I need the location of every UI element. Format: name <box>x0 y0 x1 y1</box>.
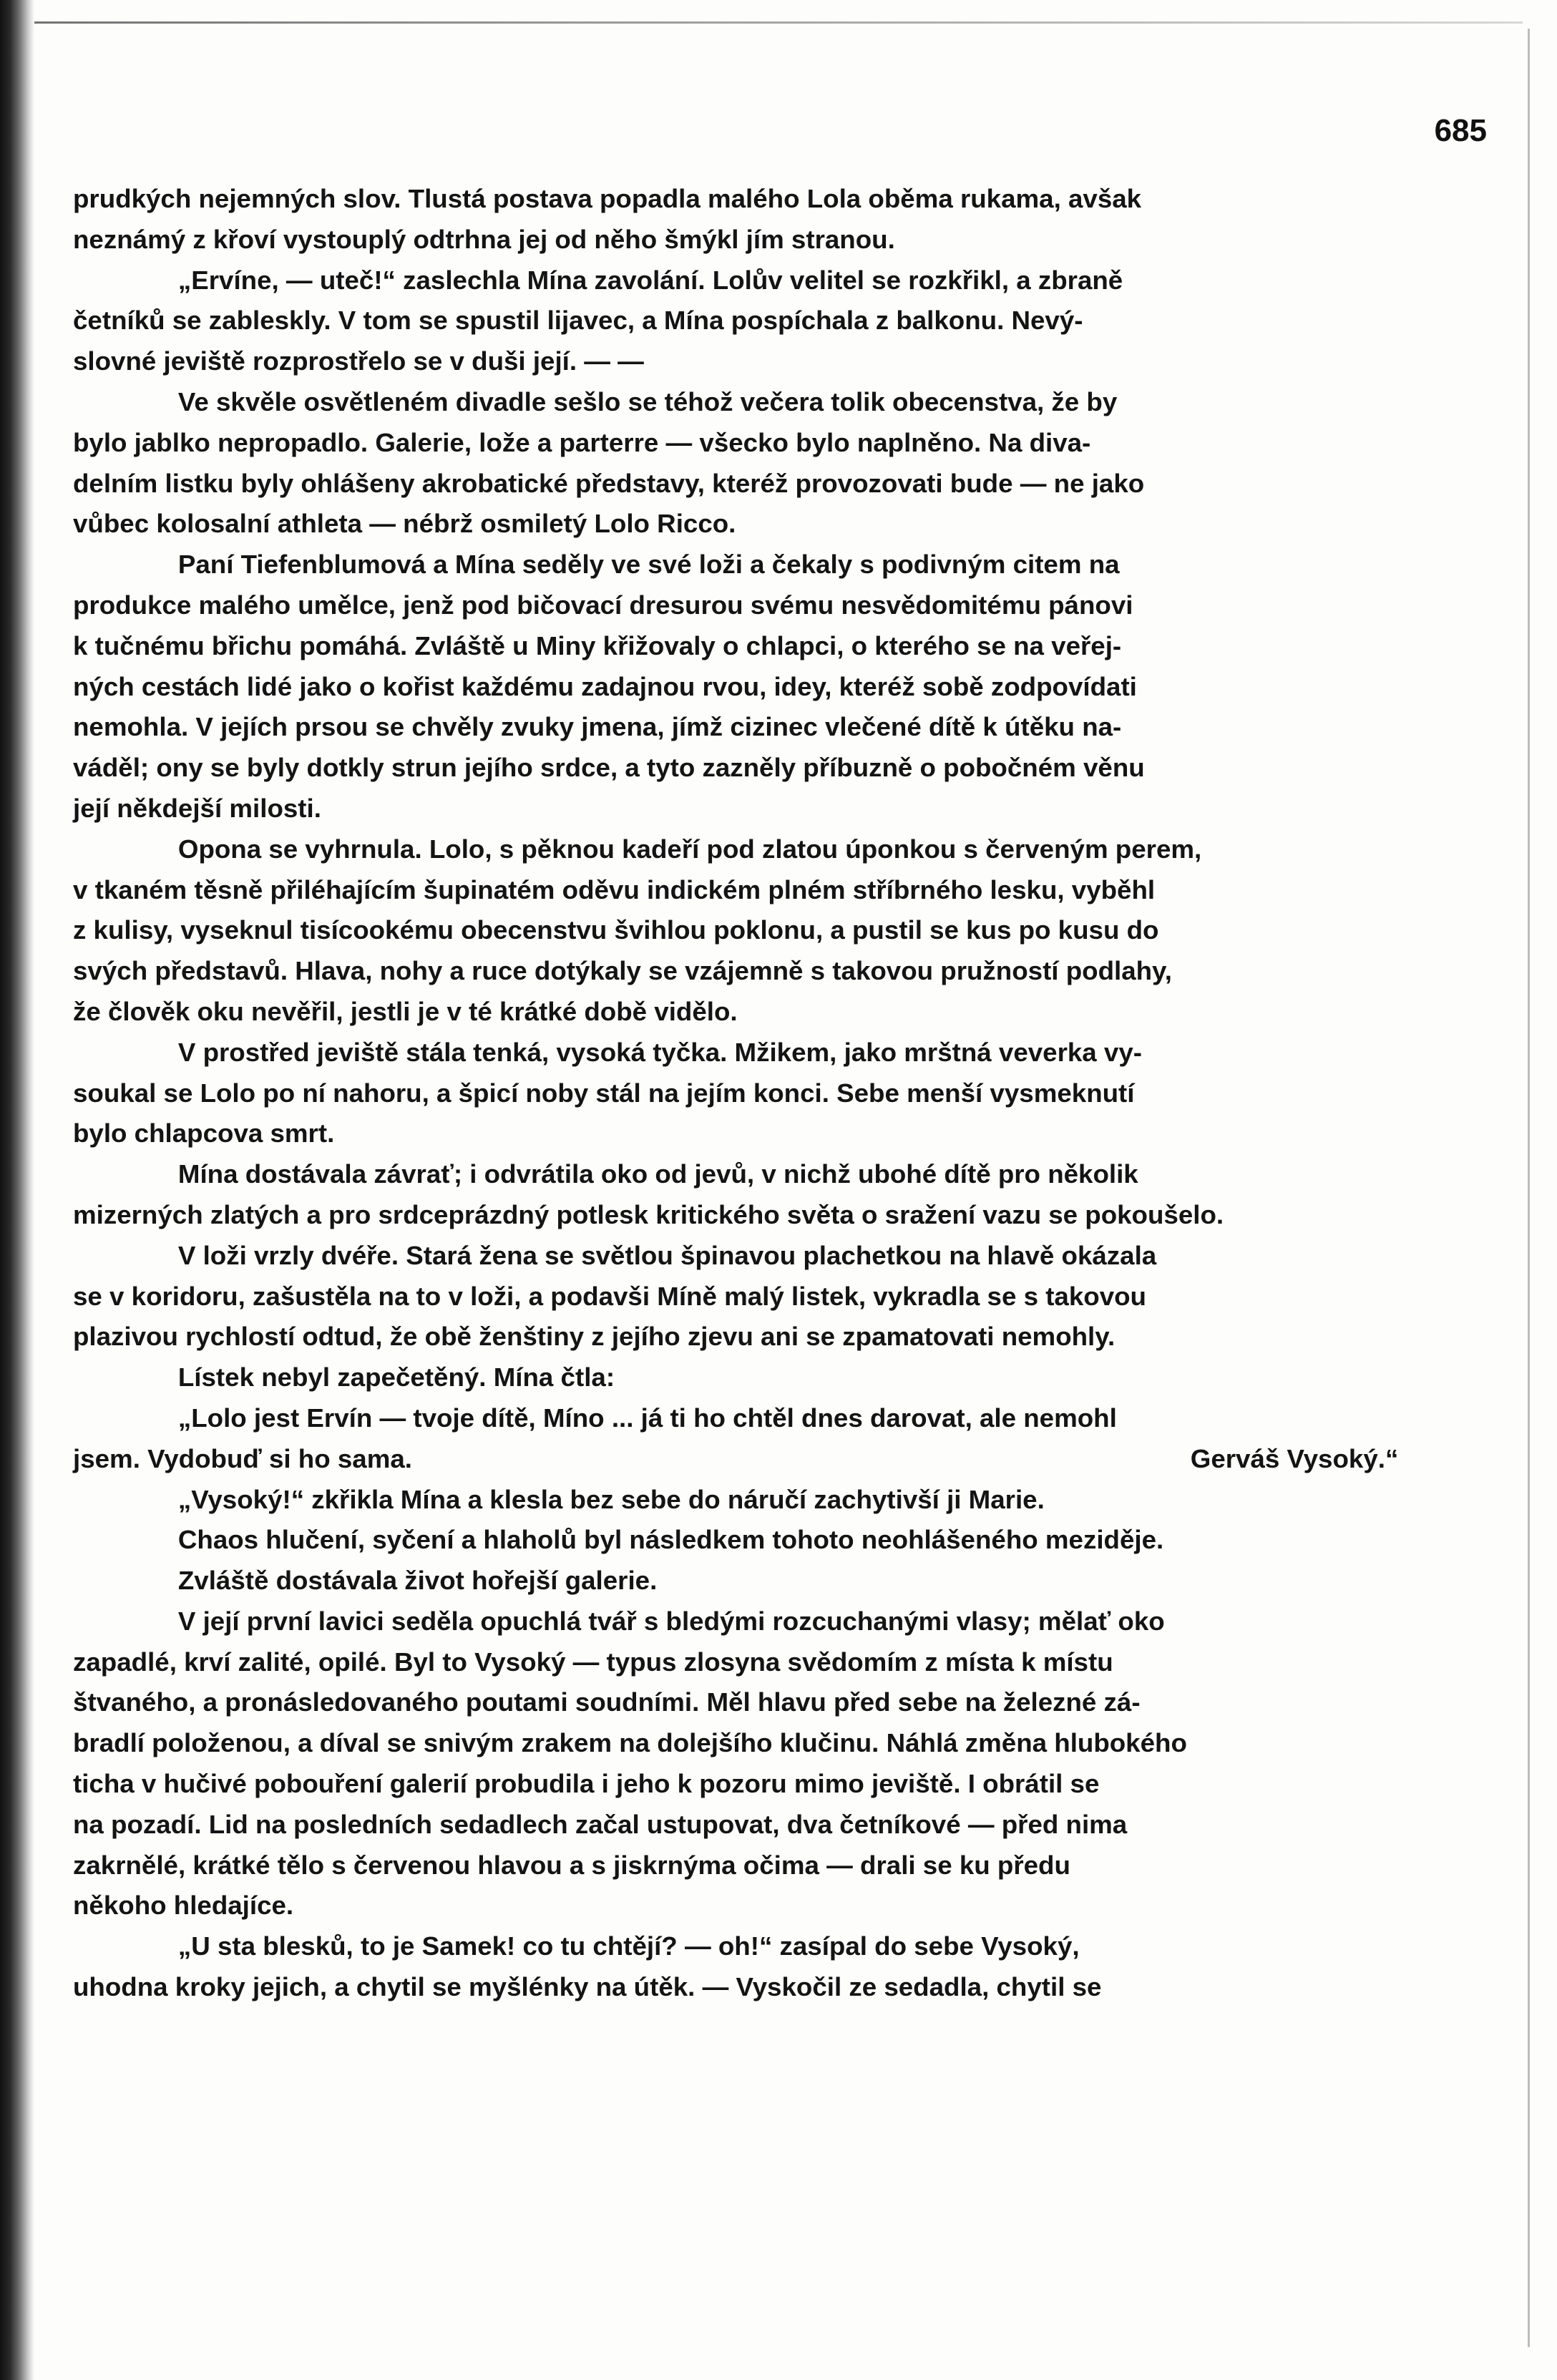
text-line: svých představů. Hlava, nohy a ruce dotýkaly se vzájemně s takovou pružností podlahy, <box>73 956 1172 986</box>
text-line: Opona se vyhrnula. Lolo, s pěknou kadeří pod zlatou úponkou s červeným perem, <box>177 834 1202 864</box>
text-line: Zvláště dostávala život hořejší galerie. <box>177 1566 658 1596</box>
text-line: slovné jeviště rozprostřelo se v duši její. — — <box>73 346 644 376</box>
text-line: „Vysoký!“ zkřikla Mína a klesla bez sebe do náručí zachytivší ji Marie. <box>177 1484 1045 1514</box>
text-line: bradlí položenou, a díval se snivým zrakem na dolejšího klučinu. Náhlá změna hlubokého <box>73 1728 1187 1758</box>
text-line: na pozadí. Lid na posledních sedadlech začal ustupovat, dva četníkové — před nima <box>73 1809 1128 1839</box>
text-line: Paní Tiefenblumová a Mína seděly ve své loži a čekaly s podivným citem na <box>177 550 1120 580</box>
text-line: zakrnělé, krátké tělo s červenou hlavou a s jiskrnýma očima — drali se ku předu <box>73 1850 1070 1880</box>
text-line: uhodna kroky jejich, a chytil se myšlénky na útěk. — Vyskočil ze sedadla, chytil se <box>73 1972 1102 2002</box>
page-number: 685 <box>1434 113 1487 148</box>
letter-signature: Gerváš Vysoký.“ <box>1190 1443 1399 1473</box>
text-line: V její první lavici seděla opuchlá tvář s bledými rozcuchanými vlasy; mělať oko <box>177 1606 1165 1636</box>
page-right-edge <box>1528 29 1530 2347</box>
text-line: Chaos hlučení, syčení a hlaholů byl následkem tohoto neohlášeného meziděje. <box>177 1525 1164 1555</box>
text-line: se v koridoru, zašustěla na to v loži, a podavši Míně malý listek, vykradla se s takovou <box>73 1281 1146 1311</box>
text-line: Mína dostávala závrať; i odvrátila oko od jevů, v nichž ubohé dítě pro několik <box>177 1159 1138 1189</box>
text-line: ticha v hučivé pobouření galerií probudila i jeho k pozoru mimo jeviště. I obrátil se <box>73 1769 1100 1799</box>
text-line: „U sta blesků, to je Samek! co tu chtějí? — oh!“ zasípal do sebe Vysoký, <box>177 1931 1080 1961</box>
text-line: k tučnému břichu pomáhá. Zvláště u Miny křižovaly o chlapci, o kterého se na veřej- <box>73 630 1122 660</box>
text-line: mizerných zlatých a pro srdceprázdný potlesk kritického světa o sražení vazu se pokoušelo. <box>73 1199 1224 1229</box>
text-line: v tkaném těsně přiléhajícím šupinatém oděvu indickém plném stříbrného lesku, vyběhl <box>73 874 1156 904</box>
text-line: V prostřed jeviště stála tenká, vysoká tyčka. Mžikem, jako mrštná veverka vy- <box>177 1037 1142 1067</box>
text-line: Lístek nebyl zapečetěný. Mína čtla: <box>177 1362 615 1393</box>
text-line: plazivou rychlostí odtud, že obě ženštiny z jejího zjevu ani se zpamatovati nemohly. <box>73 1322 1116 1352</box>
text-line: produkce malého umělce, jenž pod bičovací dresurou svému nesvědomitému pánovi <box>73 590 1133 620</box>
text-line: štvaného, a pronásledovaného poutami soudními. Měl hlavu před sebe na železné zá- <box>73 1687 1141 1717</box>
text-line: někoho hledajíce. <box>73 1891 294 1921</box>
text-line: delním listku byly ohlášeny akrobatické představy, kteréž provozovati bude — ne jako <box>73 468 1145 498</box>
text-line: „Ervíne, — uteč!“ zaslechla Mína zavolání. Lolův velitel se rozkřikl, a zbraně <box>177 265 1123 295</box>
text-line: její někdejší milosti. <box>73 793 321 823</box>
text-line: četníků se zableskly. V tom se spustil lijavec, a Mína pospíchala z balkonu. Nevý- <box>73 306 1083 336</box>
text-line: jsem. Vydobuď si ho sama. <box>73 1443 412 1473</box>
page-text <box>73 179 1409 2008</box>
letter-closing-row <box>73 1439 1409 1480</box>
text-line: nemohla. V jejích prsou se chvěly zvuky jmena, jímž cizinec vlečené dítě k útěku na- <box>73 712 1122 742</box>
text-line: z kulisy, vyseknul tisícookému obecenstvu švihlou poklonu, a pustil se kus po kusu do <box>73 915 1159 945</box>
text-line: neznámý z křoví vystouplý odtrhna jej od něho šmýkl jím stranou. <box>73 224 895 254</box>
text-line: ných cestách lidé jako o kořist každému zadajnou rvou, idey, kteréž sobě zodpovídati <box>73 671 1137 701</box>
page-top-edge <box>34 21 1523 24</box>
text-line: že člověk oku nevěřil, jestli je v té krátké době vidělo. <box>73 996 738 1026</box>
text-line: „Lolo jest Ervín — tvoje dítě, Míno ... já ti ho chtěl dnes darovat, ale nemohl <box>177 1403 1117 1433</box>
text-line: váděl; ony se byly dotkly strun jejího srdce, a tyto zazněly příbuzně o pobočném věnu <box>73 753 1145 783</box>
text-line: Ve skvěle osvětleném divadle sešlo se téhož večera tolik obecenstva, že by <box>177 386 1118 416</box>
text-line: prudkých nejemných slov. Tlustá postava popadla malého Lola oběma rukama, avšak <box>73 184 1142 213</box>
text-line: bylo jablko nepropadlo. Galerie, lože a parterre — všecko bylo naplněno. Na diva- <box>73 427 1091 457</box>
text-line: bylo chlapcova smrt. <box>73 1118 335 1148</box>
text-line: vůbec kolosalní athleta — nébrž osmiletý Lolo Ricco. <box>73 509 736 539</box>
text-line: V loži vrzly dvéře. Stará žena se světlou špinavou plachetkou na hlavě okázala <box>177 1240 1157 1270</box>
text-line: zapadlé, krví zalité, opilé. Byl to Vysoký — typus zlosyna svědomím z místa k místu <box>73 1647 1113 1677</box>
text-line: soukal se Lolo po ní nahoru, a špicí noby stál na jejím konci. Sebe menší vysmeknutí <box>73 1078 1135 1108</box>
binding-shadow <box>0 0 34 2380</box>
